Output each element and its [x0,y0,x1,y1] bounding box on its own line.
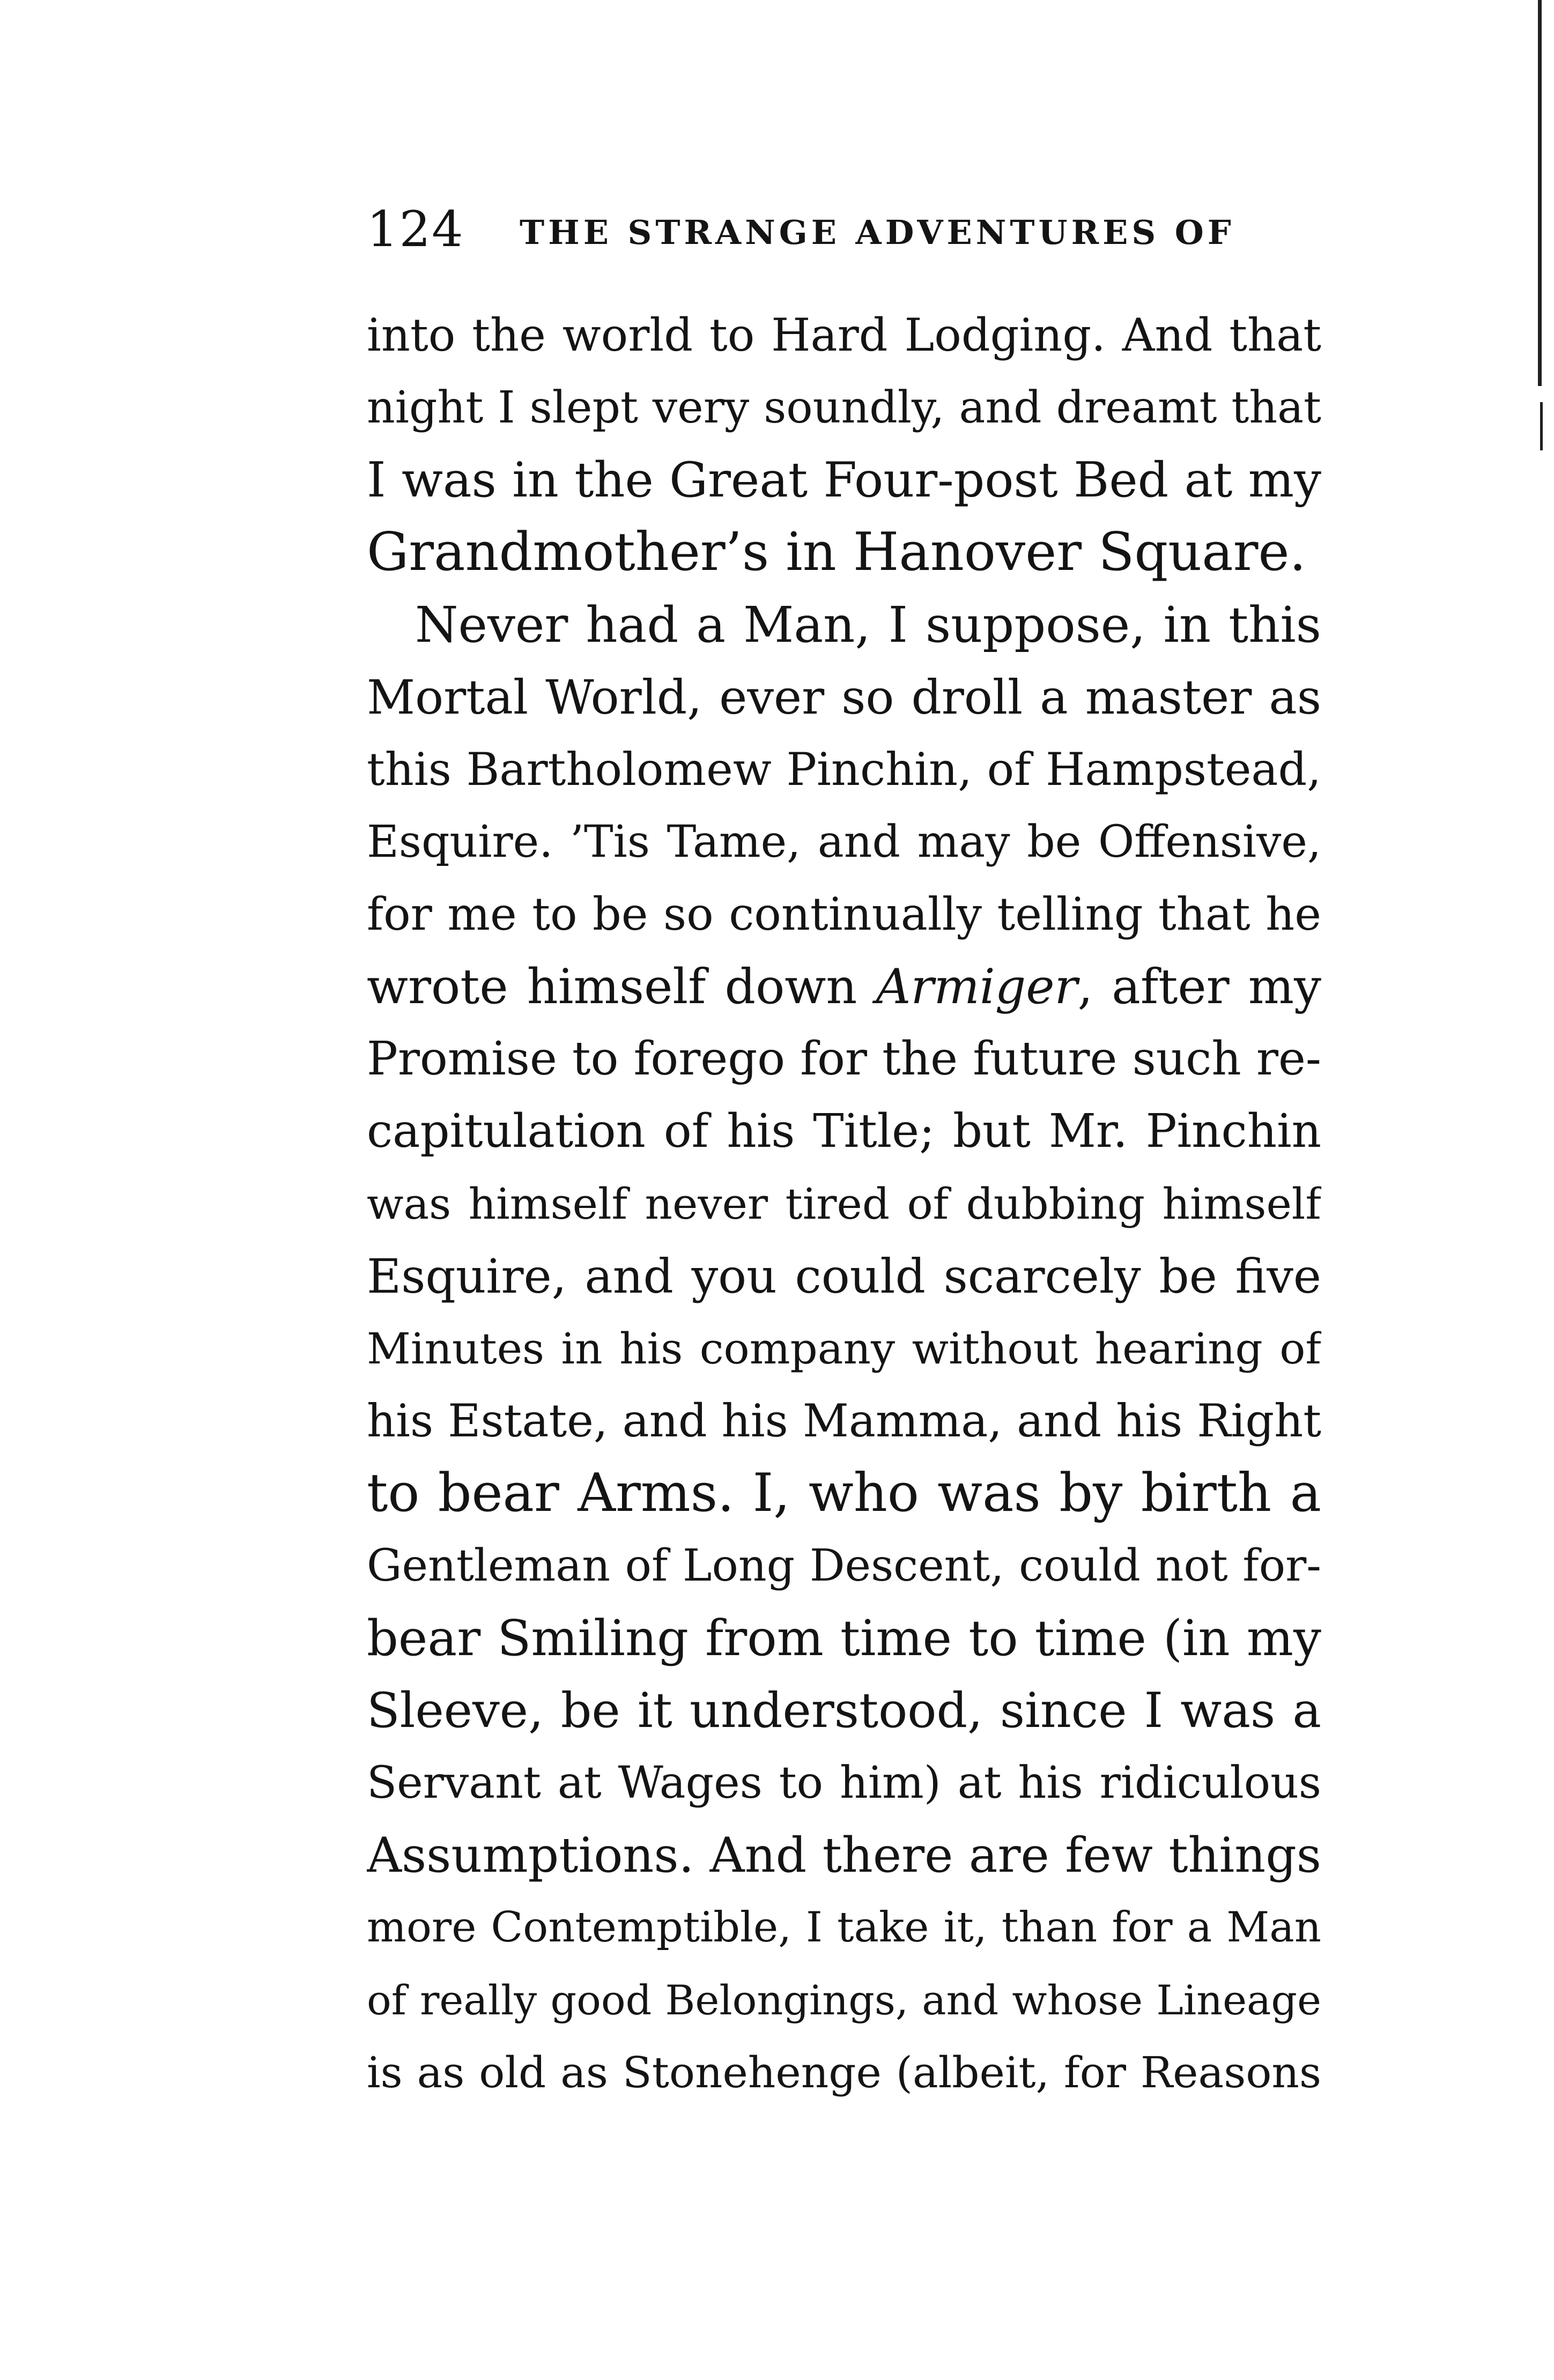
text-line: Promise to forego for the future such re- [367,1032,1321,1086]
running-title: THE STRANGE ADVENTURES OF [520,213,1235,252]
text-line: Minutes in his company without hearing of [367,1324,1321,1374]
text-segment: , after my [1077,959,1321,1015]
text-line: is as old as Stonehenge (albeit, for Reasons [367,2048,1321,2097]
text-line: into the world to Hard Lodging. And that [367,309,1321,361]
text-line: of really good Belongings, and whose Lineage [367,1976,1321,2024]
page-edge-rule [1538,0,1542,386]
text-line: bear Smiling from time to time (in my [367,1610,1321,1667]
text-line: night I slept very soundly, and dreamt that [367,382,1321,433]
page-header [367,197,1321,262]
text-line: Esquire, and you could scarcely be five [367,1249,1321,1304]
italic-word: Armiger [876,959,1078,1015]
text-line: Servant at Wages to him) at his ridiculous [367,1758,1321,1808]
text-line: I was in the Great Four-post Bed at my [367,452,1321,508]
text-line: to bear Arms. I, who was by birth a [367,1463,1321,1524]
text-line [367,951,1321,1023]
text-segment: wrote himself down [367,959,876,1015]
text-line: was himself never tired of dubbing himself [367,1179,1321,1229]
text-line: Assumptions. And there are few things [367,1827,1321,1884]
text-line: Mortal World, ever so droll a master as [367,670,1321,725]
page-edge-mark [1540,402,1543,450]
text-line: Esquire. ’Tis Tame, and may be Offensive, [367,817,1321,868]
text-line: this Bartholomew Pinchin, of Hampstead, [367,743,1321,796]
text-line: capitulation of his Title; but Mr. Pinchin [367,1104,1321,1158]
text-line: Gentleman of Long Descent, could not for- [367,1540,1321,1591]
text-line: for me to be so continually telling that he [367,888,1321,940]
page-number: 124 [367,201,464,258]
text-line: Never had a Man, I suppose, in this [415,596,1321,654]
text-line: more Contemptible, I take it, than for a Man [367,1903,1321,1952]
text-line: Grandmother’s in Hanover Square. [367,522,1306,583]
body-text [367,299,1321,2109]
text-line: Sleeve, be it understood, since I was a [367,1682,1321,1739]
text-line: his Estate, and his Mamma, and his Right [367,1395,1321,1447]
